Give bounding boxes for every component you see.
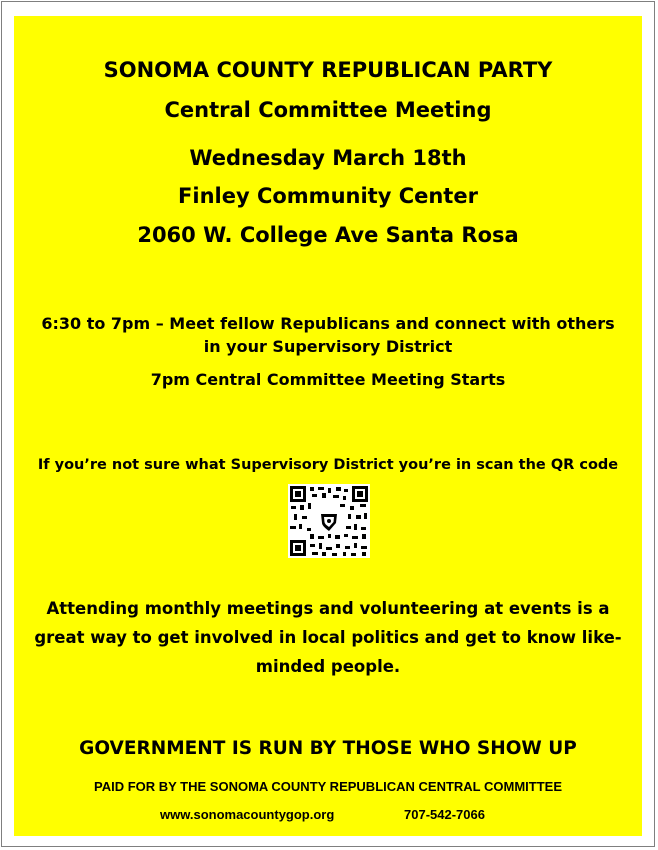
attend-line-1: Attending monthly meetings and volunteering at events is a bbox=[46, 599, 610, 618]
meet-line-2: in your Supervisory District bbox=[203, 337, 453, 356]
phone-number: 707-542-7066 bbox=[404, 807, 485, 822]
meeting-start: 7pm Central Committee Meeting Starts bbox=[150, 370, 506, 389]
party-title: SONOMA COUNTY REPUBLICAN PARTY bbox=[103, 58, 553, 82]
meeting-address: 2060 W. College Ave Santa Rosa bbox=[137, 223, 519, 247]
website-link[interactable]: www.sonomacountygop.org bbox=[160, 807, 335, 822]
meeting-title: Central Committee Meeting bbox=[164, 98, 492, 122]
attend-line-3: minded people. bbox=[255, 657, 401, 676]
qr-prompt: If you’re not sure what Supervisory District you’re in scan the QR code bbox=[37, 457, 619, 473]
paid-for-disclaimer: PAID FOR BY THE SONOMA COUNTY REPUBLICAN CENTRAL COMMITTEE bbox=[93, 779, 562, 794]
meet-line-1: 6:30 to 7pm – Meet fellow Republicans and connect with others bbox=[41, 314, 615, 333]
meeting-date: Wednesday March 18th bbox=[189, 146, 467, 170]
flyer bbox=[14, 16, 642, 836]
qr-code-icon[interactable] bbox=[288, 484, 370, 558]
meeting-venue: Finley Community Center bbox=[178, 184, 478, 208]
slogan: GOVERNMENT IS RUN BY THOSE WHO SHOW UP bbox=[79, 738, 577, 759]
attend-line-2: great way to get involved in local politics and get to know like- bbox=[34, 628, 622, 647]
